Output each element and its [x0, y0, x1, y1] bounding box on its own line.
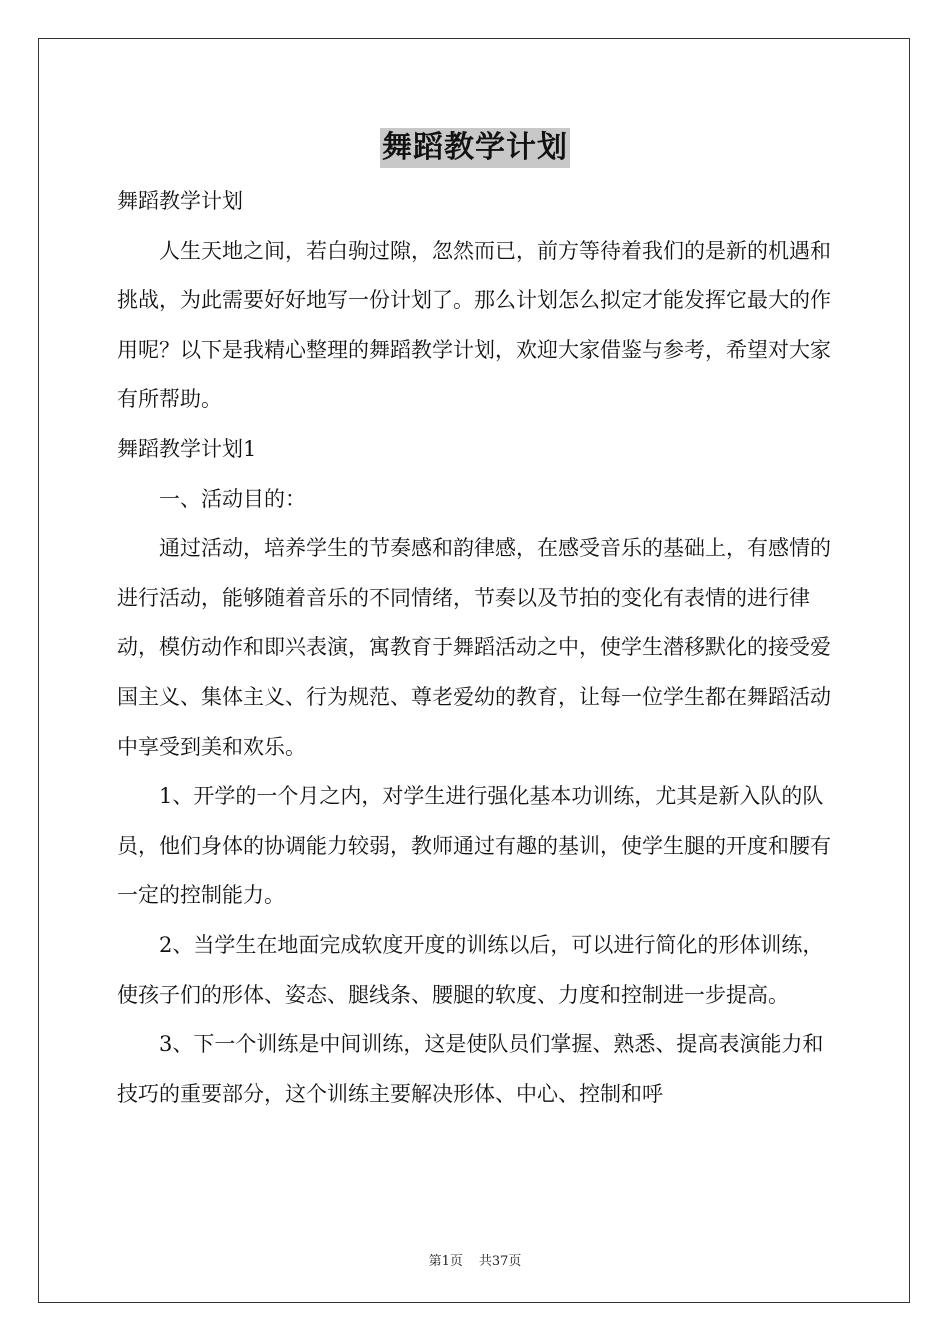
paragraph-body: 通过活动，培养学生的节奏感和韵律感，在感受音乐的基础上，有感情的进行活动，能够随着音乐的不同情绪，节奏以及节拍的变化有表情的进行律动，模仿动作和即兴表演，寓教育于舞蹈活动之中，使学生潜移默化的接受爱国主义、集体主义、行为规范、尊老爱幼的教育，让每一位学生都在舞蹈活动中享受到美和欢乐。 — [117, 536, 831, 759]
paragraph-item-1: 1、开学的一个月之内，对学生进行强化基本功训练，尤其是新入队的队员，他们身体的协调能力较弱，教师通过有趣的基训，使学生腿的开度和腰有一定的控制能力。 — [117, 784, 831, 908]
document-title: 舞蹈教学计划 — [380, 128, 570, 168]
paragraph-item-3: 3、下一个训练是中间训练，这是使队员们掌握、熟悉、提高表演能力和技巧的重要部分，这个训练主要解决形体、中心、控制和呼 — [117, 1032, 824, 1106]
paragraph-heading: 舞蹈教学计划 — [117, 189, 243, 213]
paragraph-item-2: 2、当学生在地面完成软度开度的训练以后，可以进行简化的形体训练，使孩子们的形体、姿态、腿线条、腰腿的软度、力度和控制进一步提高。 — [117, 932, 824, 1007]
paragraph-subheading: 一、活动目的： — [159, 486, 306, 511]
page-number: 第1页 — [428, 1254, 463, 1269]
page-footer — [0, 1250, 950, 1269]
title-wrap — [0, 128, 950, 168]
paragraph-section-title: 舞蹈教学计划1 — [117, 436, 257, 461]
paragraph-intro: 人生天地之间，若白驹过隙，忽然而已，前方等待着我们的是新的机遇和挑战，为此需要好好地写一份计划了。那么计划怎么拟定才能发挥它最大的作用呢？以下是我精心整理的舞蹈教学计划，欢迎大家借鉴与参考，希望对大家有所帮助。 — [117, 238, 831, 412]
page-total: 共37页 — [478, 1254, 522, 1269]
document-body — [117, 177, 833, 1119]
